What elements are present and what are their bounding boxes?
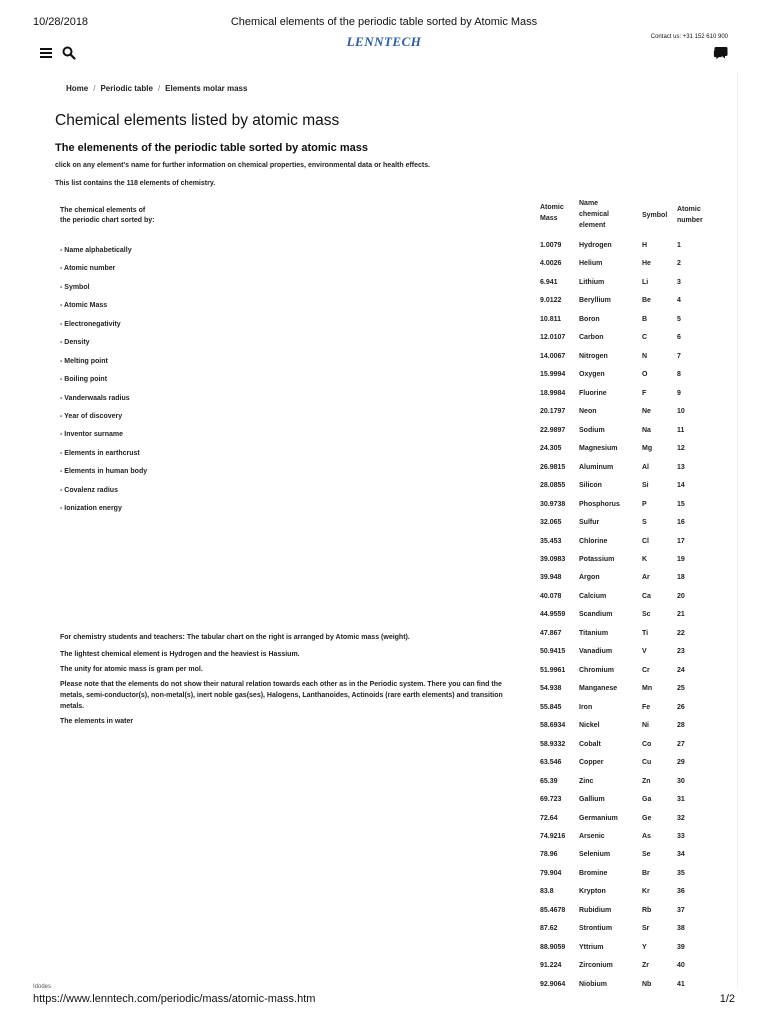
- header-atomic-mass-l1: Atomic: [540, 204, 564, 211]
- cell-atomic-mass: 74.9216: [540, 833, 566, 840]
- table-row: [538, 887, 728, 905]
- cell-element-name[interactable]: Copper: [579, 759, 604, 767]
- header-atomic-number: [677, 204, 703, 226]
- cell-symbol: Na: [642, 426, 651, 434]
- table-row: [538, 610, 728, 628]
- cell-atomic-number: 2: [677, 260, 681, 268]
- footer-page-number: 1/2: [719, 993, 735, 1005]
- cell-atomic-number: 29: [677, 759, 685, 767]
- cell-atomic-mass: 22.9897: [540, 426, 566, 434]
- cell-atomic-mass: 6.941: [540, 278, 558, 286]
- cell-atomic-number: 4: [677, 297, 681, 305]
- cell-atomic-number: 9: [677, 389, 681, 397]
- cell-symbol: V: [642, 648, 647, 656]
- table-row: [538, 389, 728, 407]
- sort-options: [60, 206, 280, 513]
- table-row: [538, 850, 728, 868]
- elements-table: [538, 241, 728, 998]
- table-row: [538, 259, 728, 277]
- print-title: Chemical elements of the periodic table sorted by Atomic Mass: [230, 16, 538, 28]
- cell-element-name[interactable]: Phosphorus: [579, 500, 620, 508]
- cell-element-name[interactable]: Cobalt: [579, 740, 601, 748]
- cell-element-name[interactable]: Gallium: [579, 796, 605, 804]
- sort-link[interactable]: - Elements in human body: [60, 468, 148, 476]
- print-footer: [33, 993, 735, 1007]
- cell-atomic-mass: 39.0983: [540, 555, 566, 563]
- cell-symbol: Fe: [642, 703, 651, 711]
- cell-element-name[interactable]: Titanium: [579, 629, 609, 637]
- cell-element-name[interactable]: Hydrogen: [579, 242, 612, 249]
- table-row: [538, 518, 728, 536]
- cell-atomic-mass: 9.0122: [540, 297, 562, 305]
- cell-element-name[interactable]: Vanadium: [579, 648, 613, 656]
- table-row: [538, 500, 728, 518]
- cell-symbol: B: [642, 315, 648, 323]
- header-number-l2: number: [677, 217, 703, 224]
- cell-atomic-number: 22: [677, 629, 685, 637]
- table-row: [538, 758, 728, 776]
- header-symbol-label: Symbol: [642, 212, 668, 219]
- table-row: [538, 444, 728, 462]
- table-row: [538, 647, 728, 665]
- sort-link[interactable]: - Atomic Mass: [60, 302, 108, 310]
- cell-atomic-number: 6: [677, 334, 681, 342]
- cell-atomic-mass: 24.305: [540, 445, 562, 453]
- cell-atomic-number: 38: [677, 925, 685, 933]
- cell-element-name[interactable]: Neon: [579, 408, 597, 416]
- cell-symbol: Ti: [642, 629, 649, 637]
- cell-atomic-number: 7: [677, 352, 681, 360]
- cell-symbol: Al: [642, 463, 649, 471]
- header-number-l1: Atomic: [677, 206, 701, 213]
- cell-atomic-mass: 18.9984: [540, 389, 566, 397]
- cell-atomic-number: 14: [677, 482, 685, 490]
- cell-atomic-mass: 83.8: [540, 888, 554, 896]
- cell-element-name[interactable]: Zirconium: [579, 962, 613, 970]
- cell-atomic-number: 16: [677, 519, 685, 527]
- main-content: [30, 72, 738, 988]
- cell-element-name[interactable]: Bromine: [579, 869, 608, 877]
- cell-element-name[interactable]: Oxygen: [579, 371, 605, 379]
- cell-element-name[interactable]: Fluorine: [579, 389, 607, 397]
- cell-atomic-number: 1: [677, 242, 681, 249]
- cell-atomic-mass: 30.9738: [540, 500, 566, 508]
- cell-atomic-number: 17: [677, 537, 685, 545]
- cell-symbol: Si: [642, 482, 649, 490]
- cell-symbol: Kr: [642, 888, 650, 896]
- cell-element-name[interactable]: Boron: [579, 315, 600, 323]
- cell-element-name[interactable]: Arsenic: [579, 833, 605, 840]
- cell-symbol: N: [642, 352, 648, 360]
- cell-atomic-number: 15: [677, 500, 685, 508]
- table-row: [538, 684, 728, 702]
- breadcrumb-home[interactable]: Home: [66, 84, 89, 93]
- cell-atomic-number: 41: [677, 980, 685, 988]
- chat-icon[interactable]: [712, 45, 728, 61]
- cell-symbol: H: [642, 242, 648, 249]
- header-name-l1: Name: [579, 200, 599, 207]
- cell-element-name[interactable]: Strontium: [579, 925, 613, 933]
- cell-symbol: Be: [642, 297, 651, 305]
- sort-heading-line2: the periodic chart sorted by:: [60, 217, 155, 224]
- sort-link[interactable]: - Elements in earthcrust: [60, 449, 140, 457]
- cell-atomic-mass: 15.9994: [540, 371, 566, 379]
- cell-symbol: Mg: [642, 445, 653, 453]
- table-row: [538, 795, 728, 813]
- cell-element-name[interactable]: Lithium: [579, 278, 605, 286]
- cell-symbol: K: [642, 555, 648, 563]
- cell-atomic-mass: 91.224: [540, 962, 562, 970]
- print-date: 10/28/2018: [33, 16, 89, 28]
- cell-atomic-number: 25: [677, 685, 685, 693]
- cell-atomic-mass: 14.0067: [540, 352, 566, 360]
- table-row: [538, 592, 728, 610]
- cell-symbol: Y: [642, 943, 647, 951]
- sort-link[interactable]: - Density: [60, 339, 90, 347]
- cell-atomic-number: 12: [677, 445, 685, 453]
- cell-element-name[interactable]: Potassium: [579, 555, 615, 563]
- cell-element-name[interactable]: Sodium: [579, 426, 605, 434]
- cell-atomic-mass: 47.867: [540, 629, 562, 637]
- cell-atomic-mass: 40.078: [540, 592, 562, 600]
- cell-element-name[interactable]: Helium: [579, 260, 603, 268]
- cell-atomic-number: 10: [677, 408, 685, 416]
- cell-symbol: Ge: [642, 814, 652, 822]
- cell-atomic-mass: 26.9815: [540, 463, 566, 471]
- cell-atomic-mass: 51.9961: [540, 666, 566, 674]
- cell-element-name[interactable]: Carbon: [579, 334, 604, 342]
- table-row: [538, 370, 728, 388]
- cell-atomic-mass: 39.948: [540, 574, 562, 582]
- cell-atomic-number: 26: [677, 703, 685, 711]
- table-row: [538, 869, 728, 887]
- print-header: [33, 16, 735, 30]
- cell-symbol: Ca: [642, 592, 651, 600]
- cutoff-text: Idodes: [33, 984, 52, 990]
- cell-element-name[interactable]: Sulfur: [579, 519, 600, 527]
- cell-symbol: Ar: [642, 574, 650, 582]
- table-row: [538, 315, 728, 333]
- cell-atomic-mass: 12.0107: [540, 334, 566, 342]
- cell-symbol: Br: [642, 869, 650, 877]
- sort-link[interactable]: - Electronegativity: [60, 320, 121, 328]
- cell-atomic-number: 11: [677, 426, 685, 434]
- note-water-link[interactable]: The elements in water: [60, 718, 134, 725]
- cell-symbol: F: [642, 389, 647, 397]
- cell-atomic-mass: 92.9064: [540, 980, 566, 988]
- cell-element-name[interactable]: Chlorine: [579, 537, 608, 545]
- cell-atomic-mass: 35.453: [540, 537, 562, 545]
- cell-atomic-number: 30: [677, 777, 685, 785]
- cell-atomic-mass: 79.904: [540, 869, 562, 877]
- note-relation: Please note that the elements do not show their natural relation towards each other as in the Periodic system. There you can find the metals, semi-conductor(s), non-metal(s), inert noble gas(ses), Halogens, Lanthanoides, Actinoids (rare earth elements) and transition metals.: [60, 681, 503, 710]
- header-name-l2: chemical: [579, 211, 609, 218]
- cell-atomic-mass: 50.9415: [540, 648, 566, 656]
- cell-atomic-number: 33: [677, 833, 685, 840]
- sort-link[interactable]: - Symbol: [60, 283, 90, 291]
- cell-atomic-number: 21: [677, 611, 685, 619]
- cell-element-name[interactable]: Silicon: [579, 482, 602, 490]
- cell-element-name[interactable]: Selenium: [579, 851, 611, 859]
- cell-atomic-mass: 58.6934: [540, 722, 566, 730]
- header-atomic-mass: [540, 202, 564, 224]
- cell-atomic-number: 3: [677, 278, 681, 286]
- cell-atomic-mass: 87.62: [540, 925, 558, 933]
- cell-atomic-mass: 10.811: [540, 315, 562, 323]
- table-row: [538, 703, 728, 721]
- table-row: [538, 832, 728, 850]
- table-row: [538, 906, 728, 924]
- search-icon[interactable]: [62, 46, 76, 60]
- breadcrumb-periodic-table[interactable]: Periodic table: [100, 84, 153, 93]
- cell-element-name[interactable]: Iron: [579, 703, 593, 711]
- cell-symbol: Mn: [642, 685, 653, 693]
- cell-atomic-number: 36: [677, 888, 685, 896]
- table-row: [538, 555, 728, 573]
- table-row: [538, 943, 728, 961]
- cell-symbol: C: [642, 334, 648, 342]
- table-row: [538, 333, 728, 351]
- cell-atomic-number: 27: [677, 740, 685, 748]
- cell-symbol: O: [642, 371, 648, 379]
- cell-element-name[interactable]: Chromium: [579, 666, 614, 674]
- cell-atomic-mass: 69.723: [540, 796, 562, 804]
- cell-element-name[interactable]: Manganese: [579, 685, 618, 693]
- cell-atomic-number: 5: [677, 315, 681, 323]
- breadcrumb-current: Elements molar mass: [165, 84, 248, 93]
- cell-atomic-number: 31: [677, 796, 685, 804]
- cell-symbol: Nb: [642, 980, 652, 988]
- table-row: [538, 814, 728, 832]
- table-row: [538, 481, 728, 499]
- note-unity: The unity for atomic mass is gram per mol.: [60, 666, 203, 673]
- cell-atomic-number: 39: [677, 943, 685, 951]
- cell-symbol: Zn: [642, 777, 651, 785]
- cell-element-name[interactable]: Nickel: [579, 722, 600, 730]
- table-row: [538, 463, 728, 481]
- cell-element-name[interactable]: Scandium: [579, 611, 613, 619]
- note-lightest: The lightest chemical element is Hydrogen and the heaviest is Hassium.: [60, 651, 300, 658]
- cell-atomic-mass: 20.1797: [540, 408, 566, 416]
- cell-symbol: Cr: [642, 666, 650, 674]
- sort-link[interactable]: - Covalenz radius: [60, 486, 118, 494]
- cell-element-name[interactable]: Yttrium: [579, 943, 604, 951]
- cell-atomic-number: 13: [677, 463, 685, 471]
- footer-url: https://www.lenntech.com/periodic/mass/atomic-mass.htm: [33, 993, 316, 1005]
- cell-atomic-number: 8: [677, 371, 681, 379]
- header-atomic-mass-l2: Mass: [540, 215, 558, 222]
- cell-symbol: Ni: [642, 722, 649, 730]
- cell-atomic-mass: 28.0855: [540, 482, 566, 490]
- cell-atomic-mass: 58.9332: [540, 740, 566, 748]
- table-row: [538, 666, 728, 684]
- cell-element-name[interactable]: Nitrogen: [579, 352, 608, 360]
- header-name-l3: element: [579, 222, 606, 229]
- table-row: [538, 961, 728, 979]
- cell-symbol: Ga: [642, 796, 652, 804]
- cell-element-name[interactable]: Aluminum: [579, 463, 614, 471]
- cell-atomic-mass: 54.938: [540, 685, 562, 693]
- intro-text: click on any element's name for further information on chemical properties, environmental data or health effects.: [55, 162, 431, 169]
- sort-link[interactable]: - Name alphabetically: [60, 247, 132, 254]
- cell-atomic-mass: 78.96: [540, 851, 558, 859]
- cell-element-name[interactable]: Germanium: [579, 814, 618, 822]
- table-row: [538, 296, 728, 314]
- sort-heading-line1: The chemical elements of: [60, 207, 146, 214]
- sort-list: [60, 246, 280, 523]
- note-students: For chemistry students and teachers: The tabular chart on the right is arranged by Atomic mass (weight).: [60, 634, 410, 641]
- cell-symbol: Li: [642, 278, 649, 286]
- cell-element-name[interactable]: Calcium: [579, 592, 607, 600]
- cell-atomic-mass: 44.9559: [540, 611, 566, 619]
- cell-symbol: He: [642, 260, 651, 268]
- cell-atomic-number: 20: [677, 592, 685, 600]
- cell-element-name[interactable]: Beryllium: [579, 297, 611, 305]
- cell-atomic-mass: 72.64: [540, 814, 558, 822]
- cell-atomic-mass: 85.4678: [540, 906, 566, 914]
- cell-symbol: Zr: [642, 962, 649, 970]
- page-title: Chemical elements listed by atomic mass: [55, 112, 340, 129]
- cell-symbol: Cl: [642, 537, 649, 545]
- breadcrumb: Home / Periodic table / Elements molar mass: [66, 84, 248, 93]
- cell-symbol: Cu: [642, 759, 652, 767]
- table-row: [538, 629, 728, 647]
- sort-link[interactable]: - Boiling point: [60, 376, 108, 384]
- table-row: [538, 721, 728, 739]
- cell-atomic-mass: 4.0026: [540, 260, 562, 268]
- cell-atomic-number: 23: [677, 648, 685, 656]
- header-symbol: [642, 210, 667, 221]
- header-element-name: [579, 198, 609, 231]
- intro-count: This list contains the 118 elements of chemistry.: [55, 180, 216, 187]
- sort-link[interactable]: - Year of discovery: [60, 412, 123, 420]
- cell-atomic-mass: 1.0079: [540, 242, 562, 249]
- sort-link[interactable]: - Inventor surname: [60, 431, 124, 439]
- sort-link[interactable]: - Melting point: [60, 357, 108, 365]
- sort-heading: [60, 206, 280, 226]
- sort-link[interactable]: - Atomic number: [60, 265, 116, 273]
- cell-element-name[interactable]: Krypton: [579, 888, 606, 896]
- notes-section: [60, 632, 510, 733]
- cell-symbol: Rb: [642, 906, 652, 914]
- cell-atomic-number: 19: [677, 555, 685, 563]
- cell-element-name[interactable]: Zinc: [579, 777, 594, 785]
- site-topbar: [0, 32, 768, 72]
- table-row: [538, 740, 728, 758]
- cell-symbol: P: [642, 500, 647, 508]
- table-row: [538, 573, 728, 591]
- cell-atomic-number: 18: [677, 574, 685, 582]
- table-row: [538, 924, 728, 942]
- cell-element-name[interactable]: Magnesium: [579, 445, 618, 453]
- table-row: [538, 407, 728, 425]
- cell-atomic-mass: 65.39: [540, 777, 558, 785]
- cell-element-name[interactable]: Niobium: [579, 980, 607, 988]
- cell-atomic-mass: 32.065: [540, 519, 562, 527]
- cell-symbol: S: [642, 519, 647, 527]
- cell-atomic-mass: 88.9059: [540, 943, 566, 951]
- cell-symbol: As: [642, 833, 651, 840]
- lenntech-logo[interactable]: LENNTECH: [346, 34, 422, 49]
- cell-atomic-number: 34: [677, 851, 685, 859]
- cell-atomic-number: 24: [677, 666, 685, 674]
- table-row: [538, 537, 728, 555]
- table-row: [538, 352, 728, 370]
- sort-link[interactable]: - Vanderwaals radius: [60, 394, 130, 402]
- cell-atomic-number: 35: [677, 869, 685, 877]
- cell-element-name[interactable]: Rubidium: [579, 906, 612, 914]
- cell-atomic-number: 28: [677, 722, 685, 730]
- cell-atomic-number: 40: [677, 962, 685, 970]
- cell-atomic-mass: 63.546: [540, 759, 562, 767]
- cell-symbol: Ne: [642, 408, 651, 416]
- cell-symbol: Se: [642, 851, 651, 859]
- cell-element-name[interactable]: Argon: [579, 574, 600, 582]
- table-row: [538, 777, 728, 795]
- sort-link[interactable]: - Ionization energy: [60, 505, 122, 513]
- table-row: [538, 241, 728, 259]
- cell-atomic-number: 32: [677, 814, 685, 822]
- cell-atomic-mass: 55.845: [540, 703, 562, 711]
- menu-icon[interactable]: [40, 48, 52, 58]
- table-row: [538, 426, 728, 444]
- cell-symbol: Co: [642, 740, 652, 748]
- cell-atomic-number: 37: [677, 906, 685, 914]
- cell-symbol: Sc: [642, 611, 651, 619]
- page-subtitle: The elemenents of the periodic table sorted by atomic mass: [55, 142, 368, 154]
- table-row: [538, 278, 728, 296]
- contact-link[interactable]: Contact us: +31 152 610 900: [650, 34, 728, 40]
- cell-symbol: Sr: [642, 925, 650, 933]
